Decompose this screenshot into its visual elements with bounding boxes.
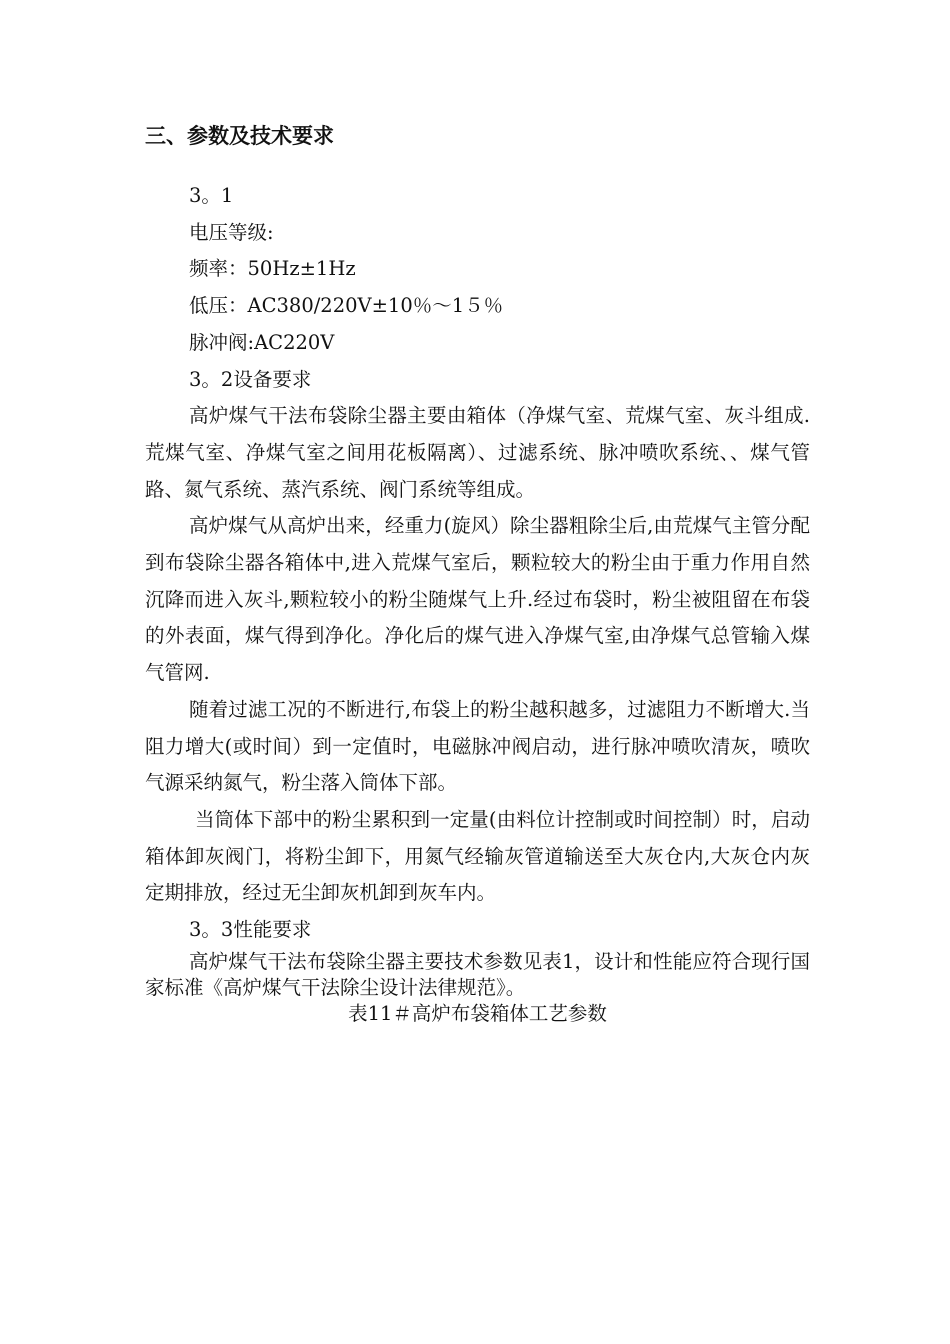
paragraph-performance: 高炉煤气干法布袋除尘器主要技术参数见表1，设计和性能应符合现行国家标准《高炉煤气干法除尘设计法律规范》。 <box>145 949 810 999</box>
section-3-1-label: 3。1 <box>189 184 234 207</box>
section-heading: 三、参数及技术要求 <box>145 124 334 148</box>
paragraph-pulse-cleaning: 随着过滤工况的不断进行,布袋上的粉尘越积越多，过滤阻力不断增大.当阻力增大(或时间）到一定值时，电磁脉冲阀启动，进行脉冲喷吹清灰，喷吹气源采纳氮气，粉尘落入筒体下部。 <box>145 697 810 795</box>
pulse-valve-spec: 脉冲阀:AC220V <box>189 330 335 354</box>
voltage-level-label: 电压等级: <box>189 220 274 244</box>
table-caption: 表11＃高炉布袋箱体工艺参数 <box>348 1001 607 1025</box>
body-text <box>145 178 810 1027</box>
section-3-3-heading: 3。3性能要求 <box>189 918 312 942</box>
paragraph-gas-flow: 高炉煤气从高炉出来，经重力(旋风）除尘器粗除尘后,由荒煤气主管分配到布袋除尘器各箱体中,进入荒煤气室后，颗粒较大的粉尘由于重力作用自然沉降而进入灰斗,颗粒较小的粉尘随煤气上升.经过布袋时，粉尘被阻留在布袋的外表面，煤气得到净化。净化后的煤气进入净煤气室,由净煤气总管输入煤气管网. <box>145 514 810 685</box>
paragraph-equipment-composition: 高炉煤气干法布袋除尘器主要由箱体（净煤气室、荒煤气室、灰斗组成.荒煤气室、净煤气室之间用花板隔离）、过滤系统、脉冲喷吹系统、、煤气管路、氮气系统、蒸汽系统、阀门系统等组成。 <box>145 404 810 501</box>
frequency-spec: 频率：50Hz±1Hz <box>189 257 356 281</box>
low-voltage-spec: 低压：AC380/220V±10％～1５％ <box>189 294 504 318</box>
section-3-2-heading: 3。2设备要求 <box>189 367 312 391</box>
paragraph-ash-discharge: 当筒体下部中的粉尘累积到一定量(由料位计控制或时间控制）时，启动箱体卸灰阀门，将粉尘卸下，用氮气经输灰管道输送至大灰仓内,大灰仓内灰定期排放，经过无尘卸灰机卸到灰车内。 <box>145 807 810 905</box>
